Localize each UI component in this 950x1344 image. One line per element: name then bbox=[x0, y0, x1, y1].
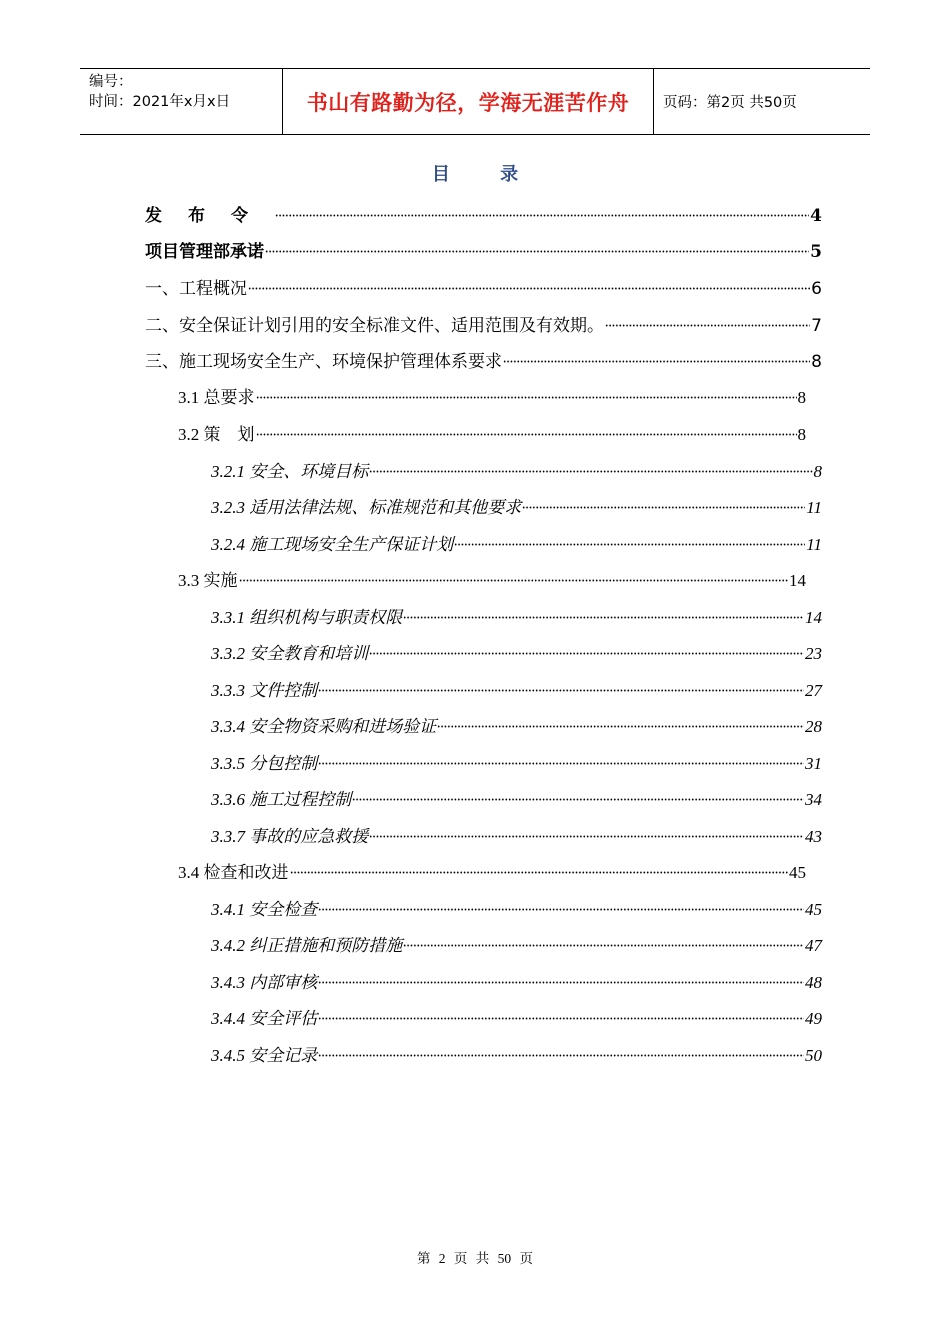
toc-leader-dots bbox=[522, 487, 805, 513]
toc-entry-page: 8 bbox=[813, 462, 822, 481]
toc-leader-dots bbox=[248, 268, 810, 294]
toc-entry-text: 发布令 bbox=[145, 206, 274, 226]
toc-leader-dots bbox=[265, 231, 809, 257]
toc-entry-page: 49 bbox=[805, 1009, 822, 1028]
toc-entry-text: 3.2.1 安全、环境目标 bbox=[211, 462, 369, 481]
toc-entry-page: 31 bbox=[805, 754, 822, 773]
toc-entry-text: 3.4.2 纠正措施和预防措施 bbox=[211, 936, 403, 955]
toc-entry-page: 45 bbox=[805, 900, 822, 919]
toc-entry-section-1[interactable] bbox=[145, 268, 822, 299]
toc-entry-text: 一、工程概况 bbox=[145, 279, 247, 299]
toc-leader-dots bbox=[369, 633, 804, 659]
toc-leader-dots bbox=[318, 670, 804, 696]
header-motto: 书山有路勤为径，学海无涯苦作舟 bbox=[282, 69, 654, 134]
toc-leader-dots bbox=[318, 743, 804, 769]
toc-entry-text: 项目管理部承诺 bbox=[145, 242, 264, 262]
toc-leader-dots bbox=[318, 998, 804, 1024]
toc-leader-dots bbox=[290, 852, 789, 878]
toc-entry-commitment[interactable] bbox=[145, 231, 822, 262]
toc-entry-3-3-4[interactable] bbox=[211, 706, 822, 736]
toc-entry-page: 27 bbox=[805, 681, 822, 700]
toc-entry-page: 8 bbox=[797, 388, 806, 407]
toc-entry-section-2[interactable] bbox=[145, 305, 822, 336]
toc-entry-text: 3.1 总要求 bbox=[178, 388, 255, 407]
toc-entry-3-3[interactable] bbox=[178, 560, 806, 590]
toc-entry-text: 3.4.1 安全检查 bbox=[211, 900, 318, 919]
toc-leader-dots bbox=[403, 597, 804, 623]
toc-entry-page: 8 bbox=[797, 425, 806, 444]
toc-entry-page: 50 bbox=[805, 1046, 822, 1065]
toc-leader-dots bbox=[369, 451, 812, 477]
toc-entry-text: 3.2 策 划 bbox=[178, 425, 255, 444]
toc-leader-dots bbox=[605, 305, 810, 331]
toc-leader-dots bbox=[318, 1035, 804, 1061]
toc-leader-dots bbox=[256, 377, 797, 403]
toc-leader-dots bbox=[275, 195, 809, 221]
toc-leader-dots bbox=[454, 524, 805, 550]
toc-entry-3-2-3[interactable] bbox=[211, 487, 822, 517]
toc-entry-3-2[interactable] bbox=[178, 414, 806, 444]
toc-entry-text: 3.3.2 安全教育和培训 bbox=[211, 644, 369, 663]
toc-entry-page: 5 bbox=[810, 242, 822, 262]
toc-entry-text: 3.3.5 分包控制 bbox=[211, 754, 318, 773]
toc-entry-page: 28 bbox=[805, 717, 822, 736]
toc-entry-3-4[interactable] bbox=[178, 852, 806, 882]
toc-entry-3-3-1[interactable] bbox=[211, 597, 822, 627]
toc-entry-page: 7 bbox=[811, 316, 822, 336]
toc-entry-page: 8 bbox=[811, 352, 822, 372]
toc-entry-page: 48 bbox=[805, 973, 822, 992]
toc-entry-3-2-4[interactable] bbox=[211, 524, 822, 554]
toc-leader-dots bbox=[352, 779, 804, 805]
toc-entry-page: 4 bbox=[810, 206, 822, 226]
toc-entry-page: 11 bbox=[806, 535, 822, 554]
toc-entry-3-3-7[interactable] bbox=[211, 816, 822, 846]
toc-entry-3-3-3[interactable] bbox=[211, 670, 822, 700]
toc-entry-text: 3.2.3 适用法律法规、标准规范和其他要求 bbox=[211, 498, 522, 517]
toc-entry-text: 3.3.1 组织机构与职责权限 bbox=[211, 608, 403, 627]
toc-entry-3-3-2[interactable] bbox=[211, 633, 822, 663]
toc-title: 目 录 bbox=[431, 164, 541, 185]
toc-entry-page: 14 bbox=[789, 571, 806, 590]
toc-entry-text: 二、安全保证计划引用的安全标准文件、适用范围及有效期。 bbox=[145, 316, 604, 336]
document-time-label: 时间：2021年x月x日 bbox=[89, 94, 231, 110]
toc-entry-3-4-3[interactable] bbox=[211, 962, 822, 992]
toc-entry-page: 6 bbox=[811, 279, 822, 299]
toc-leader-dots bbox=[503, 341, 810, 367]
toc-entry-text: 3.3 实施 bbox=[178, 571, 238, 590]
toc-entry-text: 3.4 检查和改进 bbox=[178, 863, 289, 882]
toc-entry-release-order[interactable] bbox=[145, 195, 822, 226]
toc-entry-3-2-1[interactable] bbox=[211, 451, 822, 481]
toc-entry-page: 45 bbox=[789, 863, 806, 882]
toc-entry-section-3[interactable] bbox=[145, 341, 822, 372]
toc-leader-dots bbox=[239, 560, 789, 586]
toc-leader-dots bbox=[256, 414, 797, 440]
toc-entry-page: 47 bbox=[805, 936, 822, 955]
header-page-info: 页码：第2页 共50页 bbox=[663, 95, 797, 111]
toc-entry-3-1[interactable] bbox=[178, 377, 806, 407]
toc-entry-text: 3.4.4 安全评估 bbox=[211, 1009, 318, 1028]
toc-entry-page: 11 bbox=[806, 498, 822, 517]
toc-entry-text: 3.3.3 文件控制 bbox=[211, 681, 318, 700]
toc-entry-text: 3.2.4 施工现场安全生产保证计划 bbox=[211, 535, 454, 554]
toc-leader-dots bbox=[403, 925, 804, 951]
toc-entry-3-3-5[interactable] bbox=[211, 743, 822, 773]
toc-entry-page: 14 bbox=[805, 608, 822, 627]
toc-entry-3-4-5[interactable] bbox=[211, 1035, 822, 1065]
page-footer: 第 2 页 共 50 页 bbox=[416, 1251, 534, 1266]
toc-entry-text: 3.3.4 安全物资采购和进场验证 bbox=[211, 717, 437, 736]
toc-leader-dots bbox=[318, 962, 804, 988]
toc-entry-page: 34 bbox=[805, 790, 822, 809]
toc-entry-3-4-4[interactable] bbox=[211, 998, 822, 1028]
toc-leader-dots bbox=[437, 706, 804, 732]
toc-leader-dots bbox=[318, 889, 804, 915]
toc-entry-text: 3.4.5 安全记录 bbox=[211, 1046, 318, 1065]
toc-entry-page: 43 bbox=[805, 827, 822, 846]
toc-entry-3-3-6[interactable] bbox=[211, 779, 822, 809]
toc-entry-page: 23 bbox=[805, 644, 822, 663]
toc-entry-text: 3.3.7 事故的应急救援 bbox=[211, 827, 369, 846]
toc-entry-text: 3.4.3 内部审核 bbox=[211, 973, 318, 992]
toc-entry-3-4-2[interactable] bbox=[211, 925, 822, 955]
toc-entry-text: 3.3.6 施工过程控制 bbox=[211, 790, 352, 809]
document-number-label: 编号： bbox=[89, 74, 133, 90]
toc-entry-text: 三、施工现场安全生产、环境保护管理体系要求 bbox=[145, 352, 502, 372]
toc-entry-3-4-1[interactable] bbox=[211, 889, 822, 919]
toc-leader-dots bbox=[369, 816, 804, 842]
